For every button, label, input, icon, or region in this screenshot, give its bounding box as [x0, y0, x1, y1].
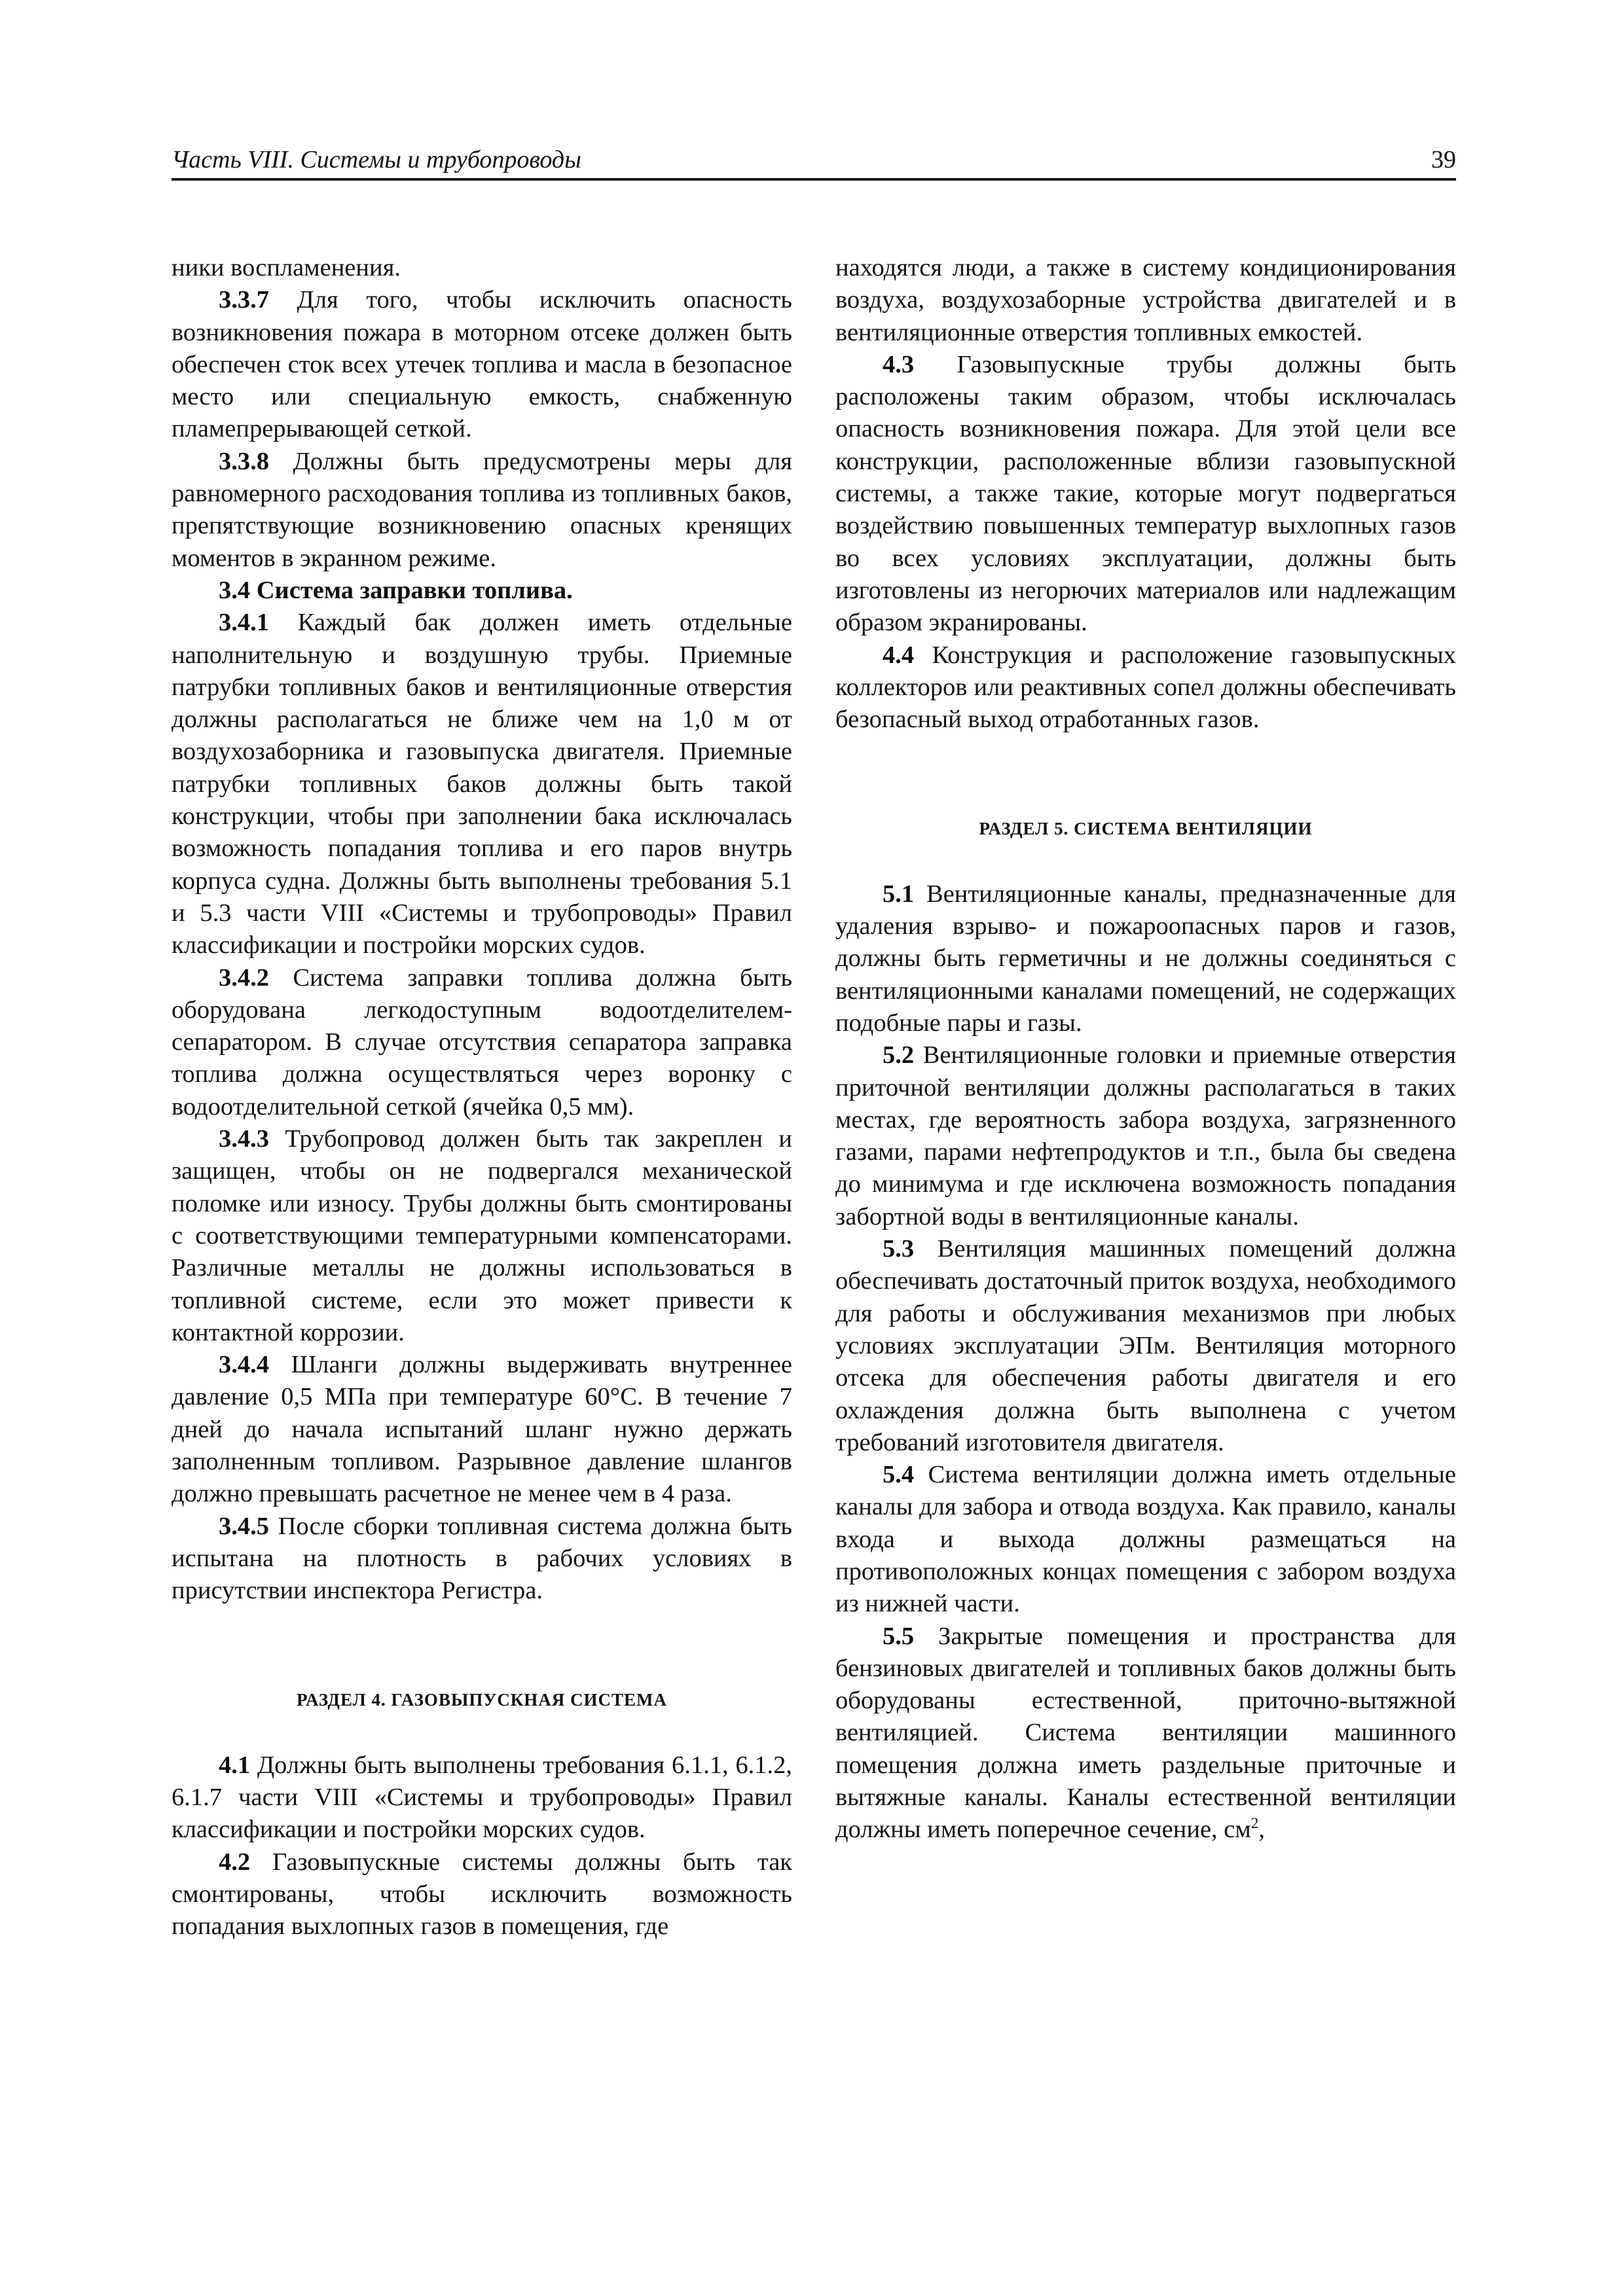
paragraph-4-2: 4.2 Газовыпускные системы должны быть так смонтированы, чтобы исключить возможность попадания выхлопных газов в помещения, где — [172, 1848, 792, 1941]
running-header-title: Часть VIII. Системы и трубопроводы — [172, 146, 581, 173]
paragraph-5-1: 5.1 Вентиляционные каналы, предназначенные для удаления взрыво- и пожароопасных паров и газов, должны быть герметичны и не должны соединяться с вентиляционными каналами помещений, не содержащих подобные пары и газы. — [835, 880, 1456, 1037]
paragraph-4-3: 4.3 Газовыпускные трубы должны быть расположены таким образом, чтобы исключалась опасность возникновения пожара. Для этой цели все конструкции, расположенные вблизи газовыпускной системы, а также такие, которые могут подвергаться воздействию повышенных температур выхлопных газов во всех условиях эксплуатации, должны быть изготовлены из негорючих материалов или надлежащим образом экранированы. — [835, 350, 1456, 637]
page-number: 39 — [1431, 146, 1456, 173]
clause-number: 5.5 — [883, 1622, 915, 1650]
paragraph-5-3: 5.3 Вентиляция машинных помещений должна обеспечивать достаточный приток воздуха, необходимого для работы и обслуживания механизмов при любых условиях эксплуатации ЭПм. Вентиляция моторного отсека для обеспечения работы двигателя и его охлаждения должна быть выполнена с учетом требований изготовителя двигателя. — [835, 1235, 1456, 1456]
clause-number: 3.4.3 — [219, 1125, 269, 1153]
header-divider — [172, 178, 1456, 181]
clause-number: 5.3 — [883, 1235, 915, 1263]
paragraph-3-4-5: 3.4.5 После сборки топливная система должна быть испытана на плотность в рабочих условиях в присутствии инспектора Регистра. — [172, 1512, 792, 1605]
clause-number: 4.4 — [883, 641, 915, 669]
paragraph-5-5: 5.5 Закрытые помещения и пространства для бензиновых двигателей и топливных баков должны быть оборудованы естественной, приточно-вытяжной вентиляцией. Система вентиляции машинного помещения должна иметь раздельные приточные и вытяжные каналы. Каналы естественной вентиляции должны иметь поперечное сечение, $см^2$, — [835, 1622, 1456, 1844]
clause-number: 4.2 — [219, 1848, 251, 1876]
left-column — [172, 252, 792, 1943]
clause-number: 5.1 — [883, 880, 915, 908]
running-header — [172, 145, 1456, 178]
superscript: 2 — [1250, 1814, 1259, 1832]
paragraph-3-3-7: 3.3.7 Для того, чтобы исключить опасность возникновения пожара в моторном отсеке должен быть обеспечен сток всех утечек топлива и масла в безопасное место или специальную емкость, снабженную пламепрерывающей сеткой. — [172, 286, 792, 443]
paragraph-3-4-1: 3.4.1 Каждый бак должен иметь отдельные наполнительную и воздушную трубы. Приемные патрубки топливных баков и вентиляционные отверстия должны располагаться не ближе чем на 1,0 м от воздухозаборника и газовыпуска двигателя. Приемные патрубки топливных баков должны быть такой конструкции, чтобы при заполнении бака исключалась возможность попадания топлива и его паров внутрь корпуса судна. Должны быть выполнены требования 5.1 и 5.3 части VIII «Системы и трубопроводы» Правил классификации и постройки морских судов. — [172, 609, 792, 960]
section-4-title: РАЗДЕЛ 4. ГАЗОВЫПУСКНАЯ СИСТЕМА — [296, 1690, 668, 1710]
clause-number: 4.1 — [219, 1751, 251, 1779]
clause-number: 3.4.4 — [219, 1351, 269, 1379]
paragraph-3-4-4: 3.4.4 Шланги должны выдерживать внутреннее давление 0,5 МПа при температуре 60°С. В течение 7 дней до начала испытаний шланг нужно держать заполненным топливом. Разрывное давление шлангов должно превышать расчетное не менее чем в 4 раза. — [172, 1351, 792, 1508]
right-column — [835, 252, 1456, 1846]
clause-number: 5.2 — [883, 1041, 915, 1069]
paragraph-3-4-2: 3.4.2 Система заправки топлива должна быть оборудована легкодоступным водоотделителем-сепаратором. В случае отсутствия сепаратора заправка топлива должна осуществляться через воронку с водоотделительной сеткой (ячейка 0,5 мм). — [172, 963, 792, 1121]
clause-number: 5.4 — [883, 1461, 915, 1489]
paragraph: находятся люди, а также в систему кондиционирования воздуха, воздухозаборные устройства двигателей и в вентиляционные отверстия топливных емкостей. — [835, 254, 1456, 346]
paragraph-5-2: 5.2 Вентиляционные головки и приемные отверстия приточной вентиляции должны располагаться в таких местах, где вероятность забора воздуха, загрязненного газами, парами нефтепродуктов и т.п., была бы сведена до минимума и где исключена возможность попадания забортной воды в вентиляционные каналы. — [835, 1041, 1456, 1230]
subsection-heading-3-4: 3.4 Система заправки топлива. — [219, 576, 573, 604]
clause-number: 3.3.7 — [219, 286, 269, 314]
paragraph-3-4-3: 3.4.3 Трубопровод должен быть так закреплен и защищен, чтобы он не подвергался механической поломке или износу. Трубы должны быть смонтированы с соответствующими температурными компенсаторами. Различные металлы не должны использоваться в топливной системе, если это может привести к контактной коррозии. — [172, 1125, 792, 1346]
paragraph-3-3-8: 3.3.8 Должны быть предусмотрены меры для равномерного расходования топлива из топливных баков, препятствующие возникновению опасных кренящих моментов в экранном режиме. — [172, 447, 792, 572]
paragraph: ники воспламенения. — [172, 254, 401, 281]
paragraph-5-4: 5.4 Система вентиляции должна иметь отдельные каналы для забора и отвода воздуха. Как правило, каналы входа и выхода должны размещаться на противоположных концах помещения с забором воздуха из нижней части. — [835, 1461, 1456, 1618]
paragraph-4-4: 4.4 Конструкция и расположение газовыпускных коллекторов или реактивных сопел должны обеспечивать безопасный выход отработанных газов. — [835, 641, 1456, 734]
clause-number: 3.4.2 — [219, 963, 269, 992]
clause-number: 3.4.5 — [219, 1512, 269, 1540]
clause-number: 3.3.8 — [219, 447, 269, 475]
clause-number: 4.3 — [883, 350, 915, 378]
paragraph-4-1: 4.1 Должны быть выполнены требования 6.1.1, 6.1.2, 6.1.7 части VIII «Системы и трубопроводы» Правил классификации и постройки морских судов. — [172, 1751, 792, 1844]
clause-number: 3.4.1 — [219, 609, 269, 637]
section-5-title: РАЗДЕЛ 5. СИСТЕМА ВЕНТИЛЯЦИИ — [979, 819, 1313, 839]
